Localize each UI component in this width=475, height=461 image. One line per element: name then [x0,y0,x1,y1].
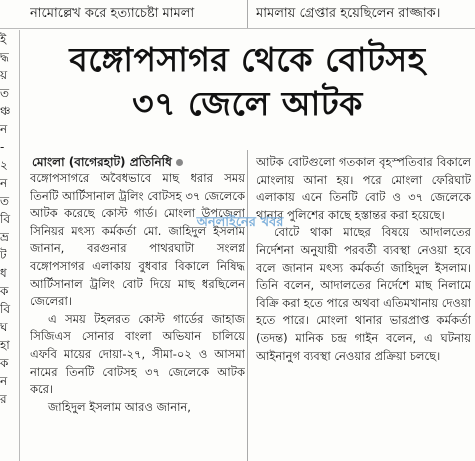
headline [25,38,470,126]
gutter-fragment: র [0,392,7,406]
gutter-fragment: ক [0,284,9,298]
gutter-fragment: ট [0,248,7,262]
gutter-fragment: ই [0,32,7,46]
paragraph: বঙ্গোপসাগরে অবৈধভাবে মাছ ধরার সময় তিনটি আর্টিসানাল ট্রলিং বোটসহ ৩৭ জেলেকে আটক করেছে কোস্ট গার্ড। মোংলা উপজেলা সিনিয়র মৎস্য কর্মকর্তা মো. জাহিদুল ইসলাম জানান, বরগুনার পাথরঘাটা সংলগ্ন বঙ্গোপসাগর এলাকায় বুধবার বিকালে নিষিদ্ধ আর্টিসানাল ট্রলিং বোট দিয়ে মাছ ধরছিলেন জেলেরা। [30,171,245,309]
gutter-fragment: বি [0,302,11,316]
previous-article-right-line: মামলায় গ্রেপ্তার হয়েছিলেন রাজ্জাক। [256,6,441,21]
gutter-fragment: দ্ধ [0,50,9,64]
gutter-fragment: য় [0,68,8,82]
adjacent-column-fragments [0,30,18,461]
paragraph: বোটে থাকা মাছের বিষয়ে আদালতের নির্দেশনা অনুযায়ী পরবর্তী ব্যবস্থা নেওয়া হবে বলে জানান মৎস্য কর্মকর্তা জাহিদুল ইসলাম। তিনি বলেন, আদালতের নির্দেশে মাছ নিলামে বিক্রি করা হতে পারে অথবা এতিমখানায় দেওয়া হতে পারে। মোংলা থানার ভারপ্রাপ্ত কর্মকর্তা (তদন্ত) মানিক চন্দ্র গাইন বলেন, এ ঘটনায় আইনানুগ ব্যবস্থা নেওয়ার প্রক্রিয়া চলছে। [256,225,471,363]
gutter-fragment: ভ্র [0,230,9,244]
column-divider [247,150,248,461]
gutter-divider [19,30,20,461]
gutter-fragment: ন [0,374,8,388]
gutter-fragment: ন [0,176,8,190]
article-column-right [256,154,471,461]
gutter-fragment: বি [0,212,11,226]
gutter-fragment: হা [0,338,10,352]
gutter-fragment: ত [0,194,10,208]
watermark: অনলাইনের খবর [196,215,284,230]
headline-line-1: বঙ্গোপসাগর থেকে বোটসহ [69,40,426,79]
headline-line-2: ৩৭ জেলে আটক [132,84,363,123]
previous-article-left-line: নামোল্লেখ করে হত্যাচেষ্টা মামলা [30,6,195,21]
column-divider [247,0,248,28]
paragraph: জাহিদুল ইসলাম আরও জানান, [48,399,191,414]
gutter-fragment: ন [0,122,8,136]
paragraph: আটক বোটগুলো গতকাল বৃহস্পতিবার বিকালে মোংলায় আনা হয়। পরে মোংলা ফেরিঘাট এলাকায় এনে তিনটি বোট ও ৩৭ জেলেকে থানার পুলিশের কাছে হস্তান্তর করা হয়েছে। [256,155,471,222]
byline-dot-icon [176,159,183,166]
gutter-fragment: ঘ [0,320,8,334]
byline-text: মোংলা (বাগেরহাট) প্রতিনিধি [32,155,172,169]
paragraph: এ সময় টহলরত কোস্ট গার্ডের জাহাজ সিজিএস সোনার বাংলা অভিযান চালিয়ে এফবি মায়ের দোয়া-২৭, সীমা-০২ ও আসমা নামের তিনটি বোটসহ ৩৭ জেলেকে আটক করে। [30,311,245,397]
gutter-fragment: ত [0,86,10,100]
gutter-fragment: ২ [0,158,8,172]
gutter-fragment: ক [0,356,9,370]
previous-article-strip [0,0,475,29]
gutter-fragment: - [0,140,5,154]
gutter-fragment: ধ [0,266,7,280]
gutter-fragment: ঞ্চ [0,104,11,118]
